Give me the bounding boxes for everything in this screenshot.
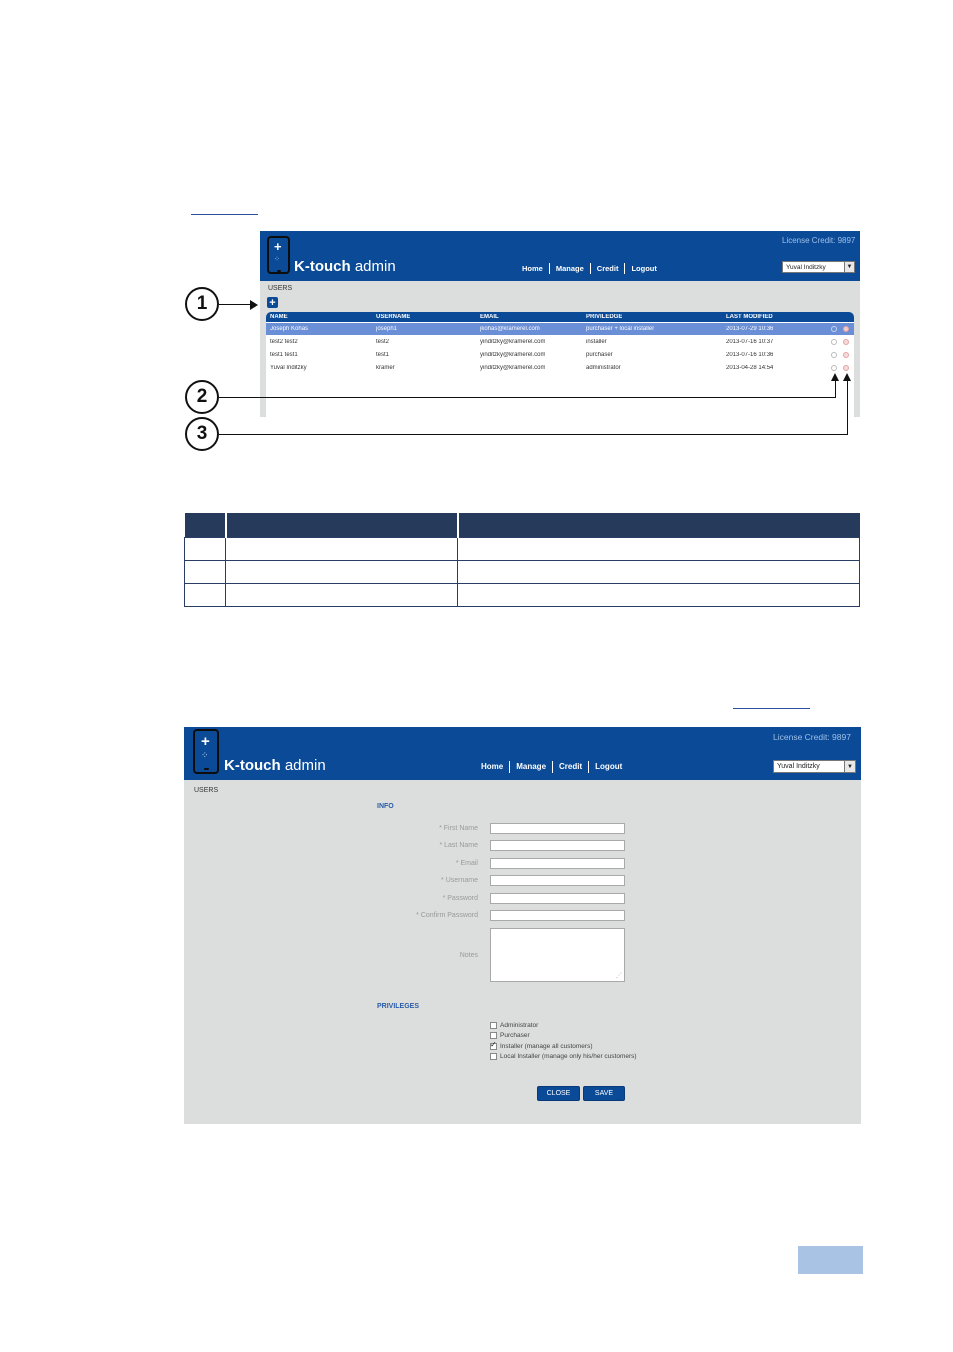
row-name: test1 test1 bbox=[270, 352, 298, 358]
row-email: jkohas@kramerel.com bbox=[480, 326, 540, 332]
delete-icon[interactable] bbox=[843, 339, 849, 345]
plus-icon: + bbox=[269, 296, 276, 309]
device-logo-icon: + ⁘ bbox=[267, 236, 290, 274]
row-email: yinditzky@kramerel.com bbox=[480, 365, 546, 371]
password-label: * Password bbox=[442, 895, 478, 902]
email-label: * Email bbox=[455, 860, 478, 867]
users-table-header bbox=[266, 312, 854, 322]
table-cell bbox=[226, 584, 458, 607]
edit-icon[interactable] bbox=[831, 339, 837, 345]
license-credit: License Credit: 9897 bbox=[773, 732, 851, 742]
table-cell bbox=[185, 561, 226, 584]
row-name: Yuval Inditzky bbox=[270, 365, 307, 371]
app-brand: K-touch admin bbox=[224, 757, 326, 774]
notes-textarea[interactable] bbox=[490, 928, 625, 982]
arrow-up-icon bbox=[843, 373, 851, 381]
first-name-input[interactable] bbox=[490, 823, 625, 834]
nav-home[interactable]: Home bbox=[481, 762, 504, 771]
row-username: kramer bbox=[376, 365, 395, 371]
nav-credit[interactable]: Credit bbox=[596, 263, 619, 273]
nav-logout[interactable]: Logout bbox=[631, 263, 657, 273]
confirm-password-input[interactable] bbox=[490, 910, 625, 921]
row-privilege: administrator bbox=[586, 365, 621, 371]
email-input[interactable] bbox=[490, 858, 625, 869]
user-select[interactable]: Yuval Inditzky ▼ bbox=[782, 261, 855, 273]
table-header-cell bbox=[226, 513, 458, 538]
column-header[interactable]: PRIVILEDGE bbox=[586, 314, 623, 320]
edit-icon[interactable] bbox=[831, 352, 837, 358]
privilege-purchaser[interactable] bbox=[490, 1032, 530, 1039]
table-header-cell bbox=[185, 513, 226, 538]
arrow-right-icon bbox=[250, 300, 258, 310]
nav-home[interactable]: Home bbox=[522, 263, 543, 273]
nav-logout[interactable]: Logout bbox=[595, 762, 623, 771]
privileges-title: PRIVILEGES bbox=[377, 1003, 420, 1010]
row-username: joseph1 bbox=[376, 326, 398, 332]
checkbox-label: Purchaser bbox=[500, 1032, 530, 1039]
app-header bbox=[260, 231, 860, 281]
username-input[interactable] bbox=[490, 875, 625, 886]
checkbox[interactable] bbox=[490, 1032, 497, 1039]
table-row[interactable] bbox=[266, 362, 854, 374]
checkbox-label: Administrator bbox=[500, 1022, 539, 1029]
table-cell bbox=[226, 538, 458, 561]
edit-icon[interactable] bbox=[831, 365, 837, 371]
first-name-label: * First Name bbox=[439, 825, 478, 832]
callout-1: 1 bbox=[185, 287, 219, 321]
main-nav bbox=[522, 262, 657, 274]
users-list-screenshot bbox=[260, 231, 860, 417]
table-row[interactable] bbox=[266, 349, 854, 361]
privilege-local-installer[interactable] bbox=[490, 1053, 637, 1060]
row-username: test2 bbox=[376, 339, 390, 345]
row-modified: 2013-07-29 10:36 bbox=[726, 326, 774, 332]
delete-icon[interactable] bbox=[843, 365, 849, 371]
column-header[interactable]: EMAIL bbox=[480, 314, 499, 320]
user-select[interactable]: Yuval Inditzky ▼ bbox=[773, 760, 856, 773]
users-table bbox=[266, 312, 854, 417]
callout-2: 2 bbox=[185, 380, 219, 414]
delete-icon[interactable] bbox=[843, 352, 849, 358]
section-title: USERS bbox=[268, 285, 293, 292]
callout-3: 3 bbox=[185, 417, 219, 451]
delete-icon[interactable] bbox=[843, 326, 849, 332]
main-nav bbox=[481, 760, 622, 773]
table-cell bbox=[458, 561, 860, 584]
callout-line bbox=[835, 381, 836, 398]
page-number-box bbox=[798, 1246, 863, 1274]
edit-icon[interactable] bbox=[831, 326, 837, 332]
callout-line bbox=[219, 304, 251, 305]
checkbox-label: Local Installer (manage only his/her customers) bbox=[500, 1053, 637, 1060]
privilege-administrator[interactable] bbox=[490, 1022, 538, 1029]
table-row[interactable] bbox=[266, 336, 854, 348]
checkbox[interactable] bbox=[490, 1022, 497, 1029]
row-modified: 2013-04-28 14:54 bbox=[726, 365, 774, 371]
privilege-installer[interactable] bbox=[490, 1043, 592, 1050]
row-privilege: purchaser bbox=[586, 352, 613, 358]
username-label: * Username bbox=[441, 877, 478, 884]
link-underline[interactable] bbox=[733, 708, 810, 709]
license-credit: License Credit: 9897 bbox=[782, 236, 856, 245]
add-user-button[interactable] bbox=[267, 297, 278, 308]
row-modified: 2013-07-16 10:37 bbox=[726, 339, 774, 345]
checkbox-label: Installer (manage all customers) bbox=[500, 1043, 593, 1050]
add-user-screenshot bbox=[184, 727, 861, 1124]
row-email: yinditzky@kramerel.com bbox=[480, 352, 546, 358]
nav-credit[interactable]: Credit bbox=[559, 762, 583, 771]
callout-line bbox=[847, 381, 848, 435]
row-name: test2 test2 bbox=[270, 339, 298, 345]
confirm-password-label: * Confirm Password bbox=[416, 912, 478, 919]
description-table bbox=[184, 513, 860, 607]
callout-line bbox=[219, 434, 848, 435]
info-title: INFO bbox=[377, 803, 394, 810]
close-button[interactable]: CLOSE bbox=[537, 1086, 580, 1101]
row-name: Joseph Kohas bbox=[270, 326, 309, 332]
table-cell bbox=[458, 538, 860, 561]
checkbox-checked[interactable] bbox=[490, 1043, 497, 1050]
app-brand: K-touch admin bbox=[294, 258, 396, 275]
resize-grip-icon[interactable]: ⋰ bbox=[616, 973, 622, 979]
row-modified: 2013-07-16 10:36 bbox=[726, 352, 774, 358]
link-underline[interactable] bbox=[191, 214, 258, 215]
last-name-label: * Last Name bbox=[439, 842, 478, 849]
checkbox[interactable] bbox=[490, 1053, 497, 1060]
table-cell bbox=[185, 538, 226, 561]
app-header bbox=[184, 727, 861, 780]
row-privilege: purchaser + local installer bbox=[586, 326, 655, 332]
column-header[interactable]: NAME bbox=[270, 314, 288, 320]
table-cell bbox=[185, 584, 226, 607]
password-input[interactable] bbox=[490, 893, 625, 904]
row-username: test1 bbox=[376, 352, 390, 358]
save-button[interactable]: SAVE bbox=[583, 1086, 625, 1101]
chevron-down-icon: ▼ bbox=[844, 761, 855, 772]
section-title: USERS bbox=[194, 787, 219, 794]
column-header[interactable]: LAST MODIFIED bbox=[726, 314, 773, 320]
last-name-input[interactable] bbox=[490, 840, 625, 851]
callout-line bbox=[219, 397, 836, 398]
table-cell bbox=[226, 561, 458, 584]
arrow-up-icon bbox=[831, 373, 839, 381]
table-row[interactable] bbox=[266, 323, 854, 335]
chevron-down-icon: ▼ bbox=[844, 262, 854, 272]
nav-manage[interactable]: Manage bbox=[555, 263, 584, 273]
device-logo-icon: + ⁘ bbox=[193, 729, 219, 774]
row-email: yinditzky@kramerel.com bbox=[480, 339, 546, 345]
row-privilege: installer bbox=[586, 339, 607, 345]
column-header[interactable]: USERNAME bbox=[376, 314, 411, 320]
table-cell bbox=[458, 584, 860, 607]
table-header-cell bbox=[458, 513, 860, 538]
nav-manage[interactable]: Manage bbox=[516, 762, 547, 771]
notes-label: Notes bbox=[459, 952, 478, 959]
